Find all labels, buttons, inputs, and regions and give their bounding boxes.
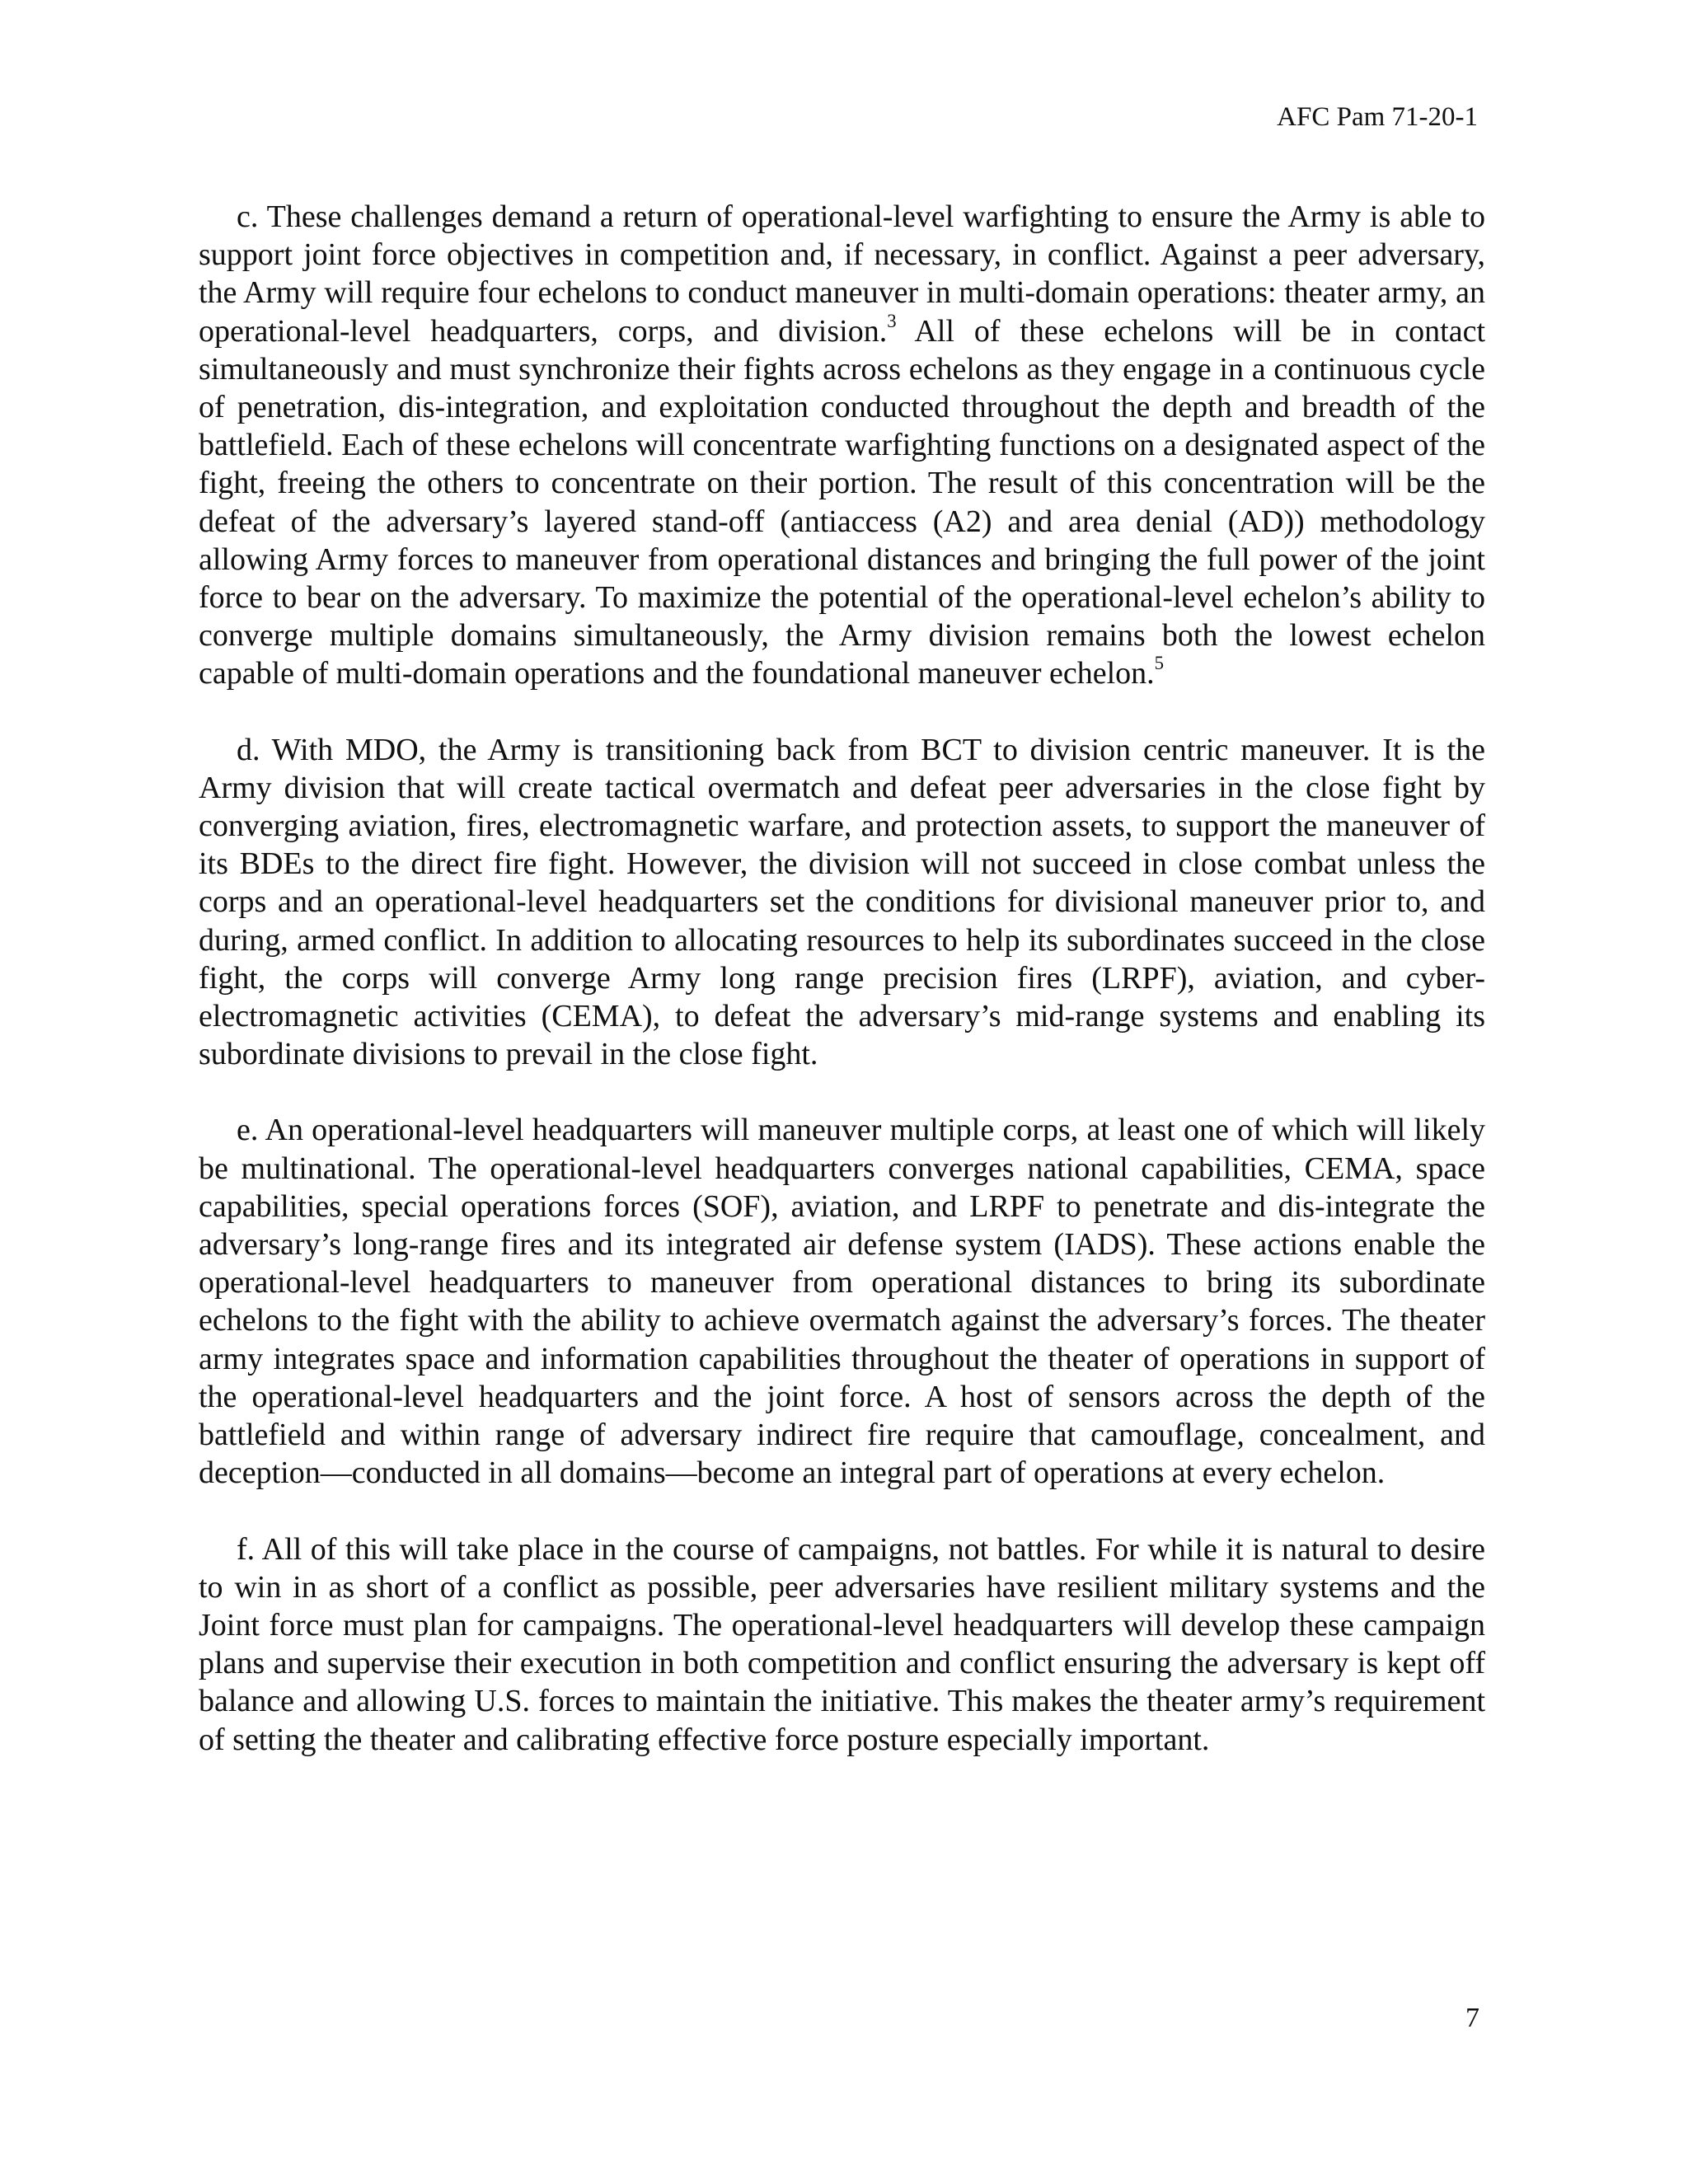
paragraph-f: f. All of this will take place in the course of campaigns, not battles. For while it is natural to desire to win in as short of a conflict as possible, peer adversaries have resilient military systems and the Joint force must plan for campaigns. The operational-level headquarters will develop these campaign plans and supervise their execution in both competition and conflict ensuring the adversary is kept off balance and allowing U.S. forces to maintain the initiative. This makes the theater army’s requirement of setting the theater and calibrating effective force posture especially important.: [199, 1531, 1485, 1757]
footnote-ref-5[interactable]: 5: [1154, 653, 1165, 674]
footnote-ref-3[interactable]: 3: [887, 310, 897, 331]
paragraph-d: d. With MDO, the Army is transitioning back from BCT to division centric maneuver. It is the Army division that will create tactical overmatch and defeat peer adversaries in the close fight by converging aviation, fires, electromagnetic warfare, and protection assets, to support the maneuver of its BDEs to the direct fire fight. However, the division will not succeed in close combat unless the corps and an operational-level headquarters set the conditions for divisional maneuver prior to, and during, armed conflict. In addition to allocating resources to help its subordinates succeed in the close fight, the corps will converge Army long range precision fires (LRPF), aviation, and cyber-electromagnetic activities (CEMA), to defeat the adversary’s mid-range systems and enabling its subordinate divisions to prevail in the close fight.: [199, 732, 1485, 1072]
paragraph-c-text-2: All of these echelons will be in contact simultaneously and must synchronize their fights across echelons as they engage in a continuous cycle of penetration, dis-integration, and exploitation conducted throughout the depth and breadth of the battlefield. Each of these echelons will concentrate warfighting functions on a designated aspect of the fight, freeing the others to concentrate on their portion. The result of this concentration will be the defeat of the adversary’s layered stand-off (antiaccess (A2) and area denial (AD)) methodology allowing Army forces to maneuver from operational distances and bringing the full power of the joint force to bear on the adversary. To maximize the potential of the operational-level echelon’s ability to converge multiple domains simultaneously, the Army division remains both the lowest echelon capable of multi-domain operations and the foundational maneuver echelon.: [199, 313, 1486, 691]
document-body: [199, 198, 1485, 1759]
document-id-header: AFC Pam 71-20-1: [1277, 102, 1478, 132]
paragraph-c-text-1: c. These challenges demand a return of operational-level warfighting to ensure the Army is able to support joint force objectives in competition and, if necessary, in conflict. Against a peer adversary, the Army will require four echelons to conduct maneuver in multi-domain operations: theater army, an operational-level headquarters, corps, and division.: [199, 199, 1485, 349]
paragraph-c: [199, 198, 1485, 693]
paragraph-e: e. An operational-level headquarters will maneuver multiple corps, at least one of which will likely be multinational. The operational-level headquarters converges national capabilities, CEMA, space capabilities, special operations forces (SOF), aviation, and LRPF to penetrate and dis-integrate the adversary’s long-range fires and its integrated air defense system (IADS). These actions enable the operational-level headquarters to maneuver from operational distances to bring its subordinate echelons to the fight with the ability to achieve overmatch against the adversary’s forces. The theater army integrates space and information capabilities throughout the theater of operations in support of the operational-level headquarters and the joint force. A host of sensors across the depth of the battlefield and within range of adversary indirect fire require that camouflage, concealment, and deception—conducted in all domains—become an integral part of operations at every echelon.: [199, 1113, 1485, 1491]
page-number: 7: [1465, 2003, 1479, 2033]
